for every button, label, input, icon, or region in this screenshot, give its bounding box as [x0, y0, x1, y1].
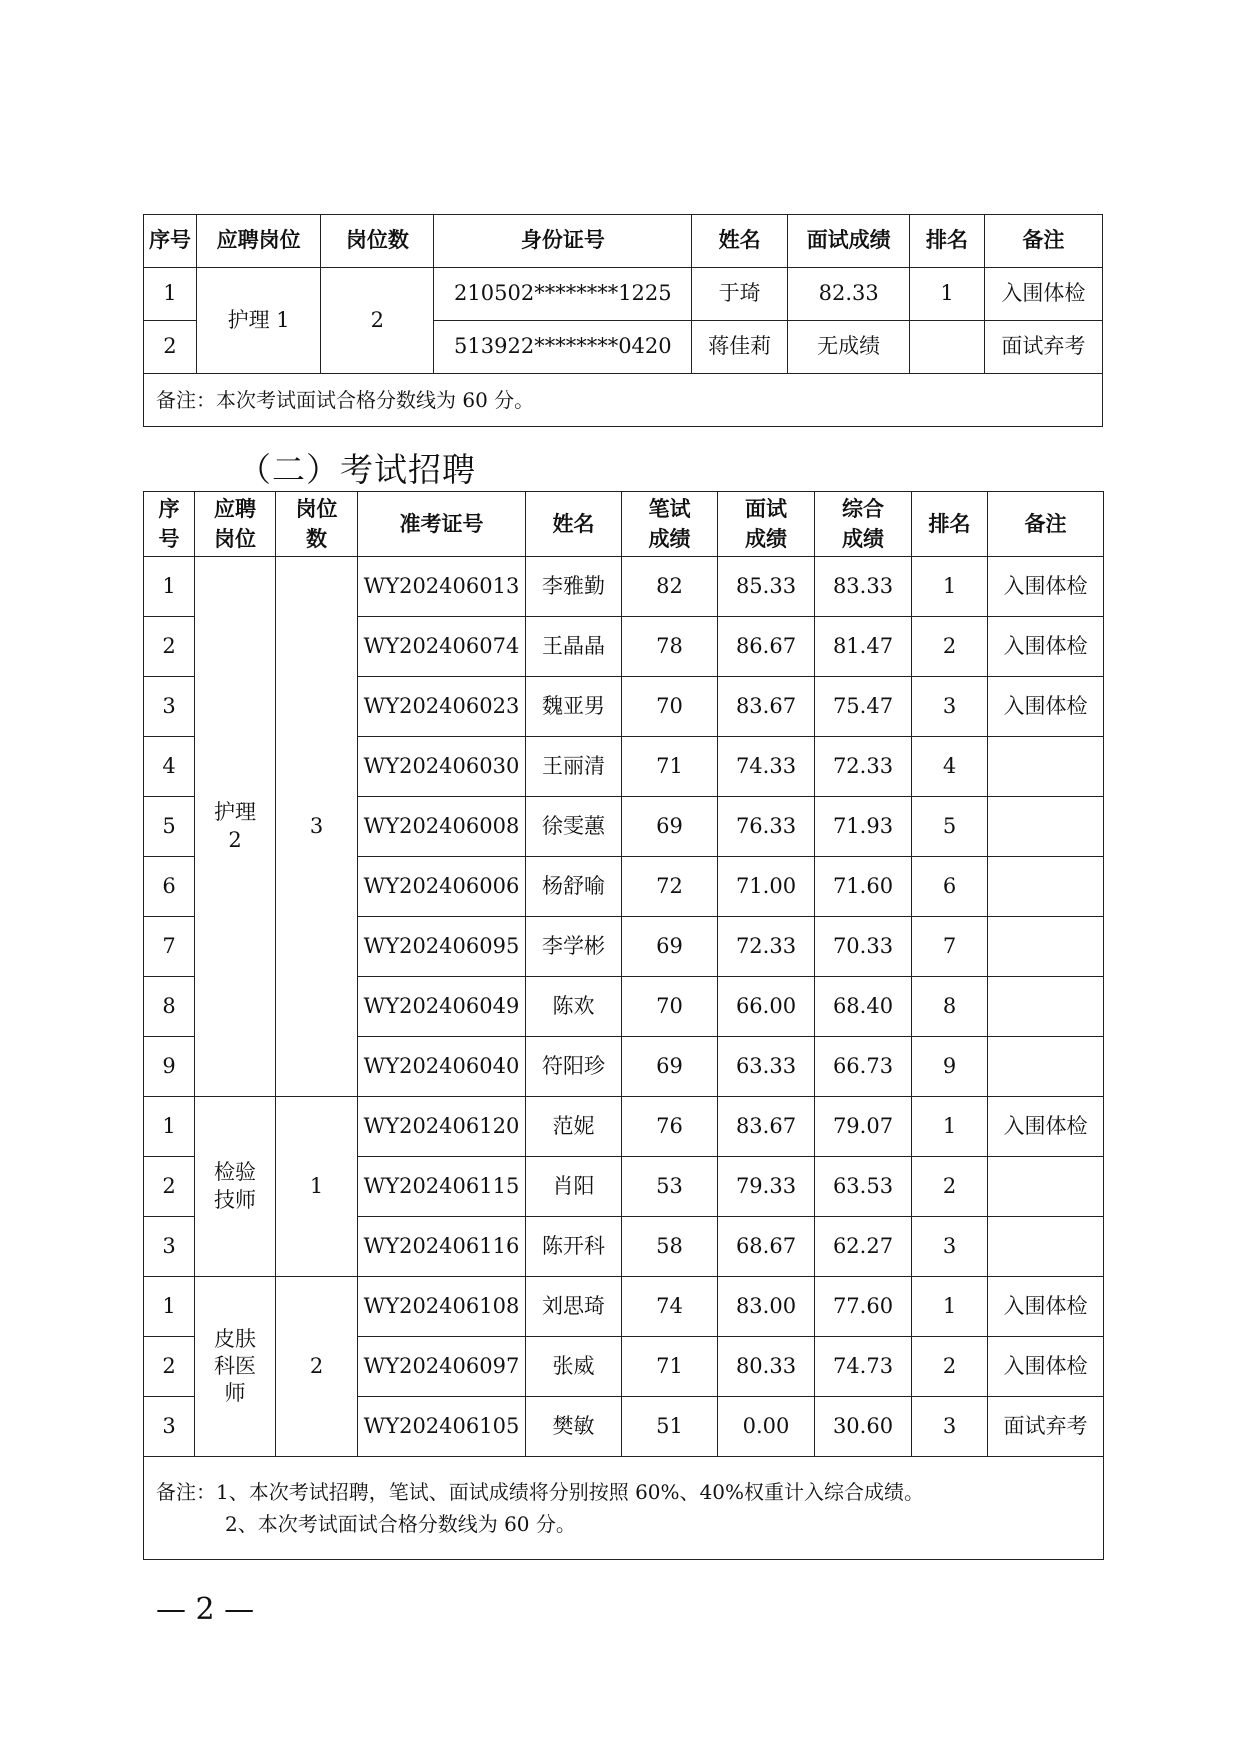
header-total-score [815, 492, 912, 557]
cell-remark [988, 737, 1104, 797]
cell-remark [988, 857, 1104, 917]
cell-interview-score: 79.33 [718, 1157, 815, 1217]
cell-written-score: 71 [622, 737, 718, 797]
cell-interview-score: 71.00 [718, 857, 815, 917]
cell-no: 1 [144, 1097, 195, 1157]
cell-positions-count: 3 [276, 557, 358, 1097]
header-text: 成绩 [648, 527, 691, 551]
cell-remark [988, 1037, 1104, 1097]
cell-position: 护理 1 [196, 268, 320, 374]
cell-name: 张威 [526, 1337, 622, 1397]
cell-written-score: 69 [622, 797, 718, 857]
position-line: 科医 [214, 1353, 256, 1378]
header-ticket-number: 准考证号 [358, 492, 526, 557]
cell-no: 2 [144, 321, 197, 374]
cell-rank: 3 [912, 1397, 988, 1457]
cell-remark: 入围体检 [988, 1277, 1104, 1337]
cell-rank [910, 321, 984, 374]
header-name: 姓名 [526, 492, 622, 557]
header-text: 应聘 [214, 496, 256, 521]
cell-name: 魏亚男 [526, 677, 622, 737]
cell-no: 2 [144, 1157, 195, 1217]
cell-name: 于琦 [692, 268, 788, 321]
cell-rank: 3 [912, 1217, 988, 1277]
cell-name: 刘思琦 [526, 1277, 622, 1337]
cell-ticket-number: WY202406049 [358, 977, 526, 1037]
position-line: 检验 [214, 1160, 256, 1185]
cell-written-score: 82 [622, 557, 718, 617]
header-interview-score [718, 492, 815, 557]
cell-total-score: 75.47 [815, 677, 912, 737]
cell-name: 陈欢 [526, 977, 622, 1037]
table-row [144, 1277, 1104, 1337]
cell-rank: 8 [912, 977, 988, 1037]
cell-rank: 7 [912, 917, 988, 977]
position-line: 师 [224, 1381, 246, 1406]
cell-no: 1 [144, 557, 195, 617]
cell-id-number: 210502********1225 [434, 268, 692, 321]
cell-position [195, 1277, 276, 1457]
header-text: 成绩 [842, 527, 884, 551]
cell-total-score: 77.60 [815, 1277, 912, 1337]
cell-remark: 入围体检 [988, 617, 1104, 677]
cell-total-score: 74.73 [815, 1337, 912, 1397]
cell-rank: 4 [912, 737, 988, 797]
cell-name: 李学彬 [526, 917, 622, 977]
cell-written-score: 71 [622, 1337, 718, 1397]
cell-rank: 6 [912, 857, 988, 917]
cell-remark: 入围体检 [988, 557, 1104, 617]
cell-written-score: 53 [622, 1157, 718, 1217]
cell-name: 符阳珍 [526, 1037, 622, 1097]
cell-interview-score: 74.33 [718, 737, 815, 797]
cell-rank: 1 [912, 557, 988, 617]
cell-no: 2 [144, 617, 195, 677]
cell-total-score: 83.33 [815, 557, 912, 617]
cell-rank: 9 [912, 1037, 988, 1097]
header-no: 序号 [144, 215, 197, 268]
cell-written-score: 58 [622, 1217, 718, 1277]
position-line: 皮肤 [214, 1326, 256, 1351]
cell-name: 徐雯蕙 [526, 797, 622, 857]
cell-name: 樊敏 [526, 1397, 622, 1457]
cell-rank: 2 [912, 617, 988, 677]
cell-ticket-number: WY202406023 [358, 677, 526, 737]
cell-remark [988, 797, 1104, 857]
header-text: 综合 [842, 496, 884, 521]
cell-interview-score: 82.33 [788, 268, 910, 321]
header-text: 岗位 [214, 527, 256, 551]
cell-no: 1 [144, 1277, 195, 1337]
header-text: 序 [158, 496, 180, 521]
table-note-row [144, 1457, 1104, 1560]
table-note: 备注：本次考试面试合格分数线为 60 分。 [144, 374, 1103, 427]
cell-position [195, 1097, 276, 1277]
cell-ticket-number: WY202406013 [358, 557, 526, 617]
table-header-row [144, 492, 1104, 557]
position-line: 技师 [214, 1187, 256, 1212]
header-text: 成绩 [745, 527, 787, 551]
cell-no: 2 [144, 1337, 195, 1397]
cell-total-score: 63.53 [815, 1157, 912, 1217]
cell-no: 3 [144, 677, 195, 737]
cell-positions-count: 2 [321, 268, 434, 374]
cell-total-score: 66.73 [815, 1037, 912, 1097]
note-line: 2、本次考试面试合格分数线为 60 分。 [225, 1512, 576, 1536]
cell-no: 4 [144, 737, 195, 797]
cell-interview-score: 72.33 [718, 917, 815, 977]
cell-written-score: 76 [622, 1097, 718, 1157]
cell-interview-score: 85.33 [718, 557, 815, 617]
cell-ticket-number: WY202406116 [358, 1217, 526, 1277]
cell-written-score: 74 [622, 1277, 718, 1337]
cell-total-score: 71.93 [815, 797, 912, 857]
cell-ticket-number: WY202406115 [358, 1157, 526, 1217]
header-positions-count: 岗位数 [321, 215, 434, 268]
cell-no: 7 [144, 917, 195, 977]
cell-remark: 入围体检 [988, 677, 1104, 737]
cell-interview-score: 80.33 [718, 1337, 815, 1397]
cell-written-score: 78 [622, 617, 718, 677]
cell-ticket-number: WY202406074 [358, 617, 526, 677]
header-text: 号 [158, 527, 180, 551]
cell-no: 9 [144, 1037, 195, 1097]
cell-ticket-number: WY202406006 [358, 857, 526, 917]
cell-no: 6 [144, 857, 195, 917]
cell-name: 蒋佳莉 [692, 321, 788, 374]
page-number: — 2 — [156, 1592, 255, 1627]
cell-ticket-number: WY202406097 [358, 1337, 526, 1397]
cell-position [195, 557, 276, 1097]
table-row [144, 268, 1103, 321]
cell-ticket-number: WY202406030 [358, 737, 526, 797]
cell-interview-score: 76.33 [718, 797, 815, 857]
cell-ticket-number: WY202406095 [358, 917, 526, 977]
cell-interview-score: 83.00 [718, 1277, 815, 1337]
table-header-row [144, 215, 1103, 268]
header-id-number: 身份证号 [434, 215, 692, 268]
cell-interview-score: 0.00 [718, 1397, 815, 1457]
header-text: 数 [306, 527, 327, 551]
header-remark: 备注 [988, 492, 1104, 557]
position-line: 护理 [214, 800, 256, 825]
cell-remark [988, 1217, 1104, 1277]
cell-ticket-number: WY202406105 [358, 1397, 526, 1457]
cell-name: 李雅勤 [526, 557, 622, 617]
cell-total-score: 71.60 [815, 857, 912, 917]
cell-positions-count: 1 [276, 1097, 358, 1277]
cell-name: 王晶晶 [526, 617, 622, 677]
table-row [144, 1097, 1104, 1157]
cell-total-score: 79.07 [815, 1097, 912, 1157]
cell-remark [988, 977, 1104, 1037]
cell-interview-score: 63.33 [718, 1037, 815, 1097]
cell-rank: 1 [912, 1277, 988, 1337]
cell-ticket-number: WY202406008 [358, 797, 526, 857]
cell-interview-score: 66.00 [718, 977, 815, 1037]
cell-rank: 3 [912, 677, 988, 737]
cell-no: 5 [144, 797, 195, 857]
header-rank: 排名 [912, 492, 988, 557]
section-heading: （二）考试招聘 [238, 450, 476, 489]
cell-remark: 面试弃考 [988, 1397, 1104, 1457]
cell-positions-count: 2 [276, 1277, 358, 1457]
cell-written-score: 70 [622, 977, 718, 1037]
position-line: 2 [228, 827, 242, 852]
header-remark: 备注 [984, 215, 1102, 268]
header-rank: 排名 [910, 215, 984, 268]
cell-remark: 入围体检 [984, 268, 1102, 321]
cell-no: 8 [144, 977, 195, 1037]
cell-rank: 1 [910, 268, 984, 321]
cell-interview-score: 无成绩 [788, 321, 910, 374]
header-no [144, 492, 195, 557]
table-row [144, 557, 1104, 617]
cell-remark: 面试弃考 [984, 321, 1102, 374]
note-line: 备注：1、本次考试招聘，笔试、面试成绩将分别按照 60%、40%权重计入综合成绩。 [156, 1480, 924, 1504]
cell-rank: 2 [912, 1157, 988, 1217]
table-note-row [144, 374, 1103, 427]
cell-name: 杨舒喻 [526, 857, 622, 917]
cell-total-score: 81.47 [815, 617, 912, 677]
cell-rank: 1 [912, 1097, 988, 1157]
cell-total-score: 62.27 [815, 1217, 912, 1277]
cell-no: 1 [144, 268, 197, 321]
cell-name: 范妮 [526, 1097, 622, 1157]
cell-remark [988, 917, 1104, 977]
cell-name: 肖阳 [526, 1157, 622, 1217]
cell-remark [988, 1157, 1104, 1217]
exam-recruitment-table [143, 491, 1104, 1560]
cell-ticket-number: WY202406120 [358, 1097, 526, 1157]
cell-ticket-number: WY202406040 [358, 1037, 526, 1097]
cell-written-score: 69 [622, 1037, 718, 1097]
cell-no: 3 [144, 1397, 195, 1457]
cell-written-score: 70 [622, 677, 718, 737]
header-positions-count [276, 492, 358, 557]
cell-total-score: 70.33 [815, 917, 912, 977]
table-body [144, 557, 1104, 1457]
header-text: 笔试 [648, 496, 691, 521]
header-name: 姓名 [692, 215, 788, 268]
cell-name: 陈开科 [526, 1217, 622, 1277]
table-note [144, 1457, 1104, 1560]
header-text: 面试 [745, 496, 787, 521]
cell-interview-score: 86.67 [718, 617, 815, 677]
header-written-score [622, 492, 718, 557]
cell-written-score: 51 [622, 1397, 718, 1457]
header-position [195, 492, 276, 557]
header-interview-score: 面试成绩 [788, 215, 910, 268]
cell-remark: 入围体检 [988, 1097, 1104, 1157]
cell-written-score: 72 [622, 857, 718, 917]
cell-total-score: 30.60 [815, 1397, 912, 1457]
cell-total-score: 68.40 [815, 977, 912, 1037]
cell-interview-score: 68.67 [718, 1217, 815, 1277]
header-text: 岗位 [295, 496, 338, 521]
cell-total-score: 72.33 [815, 737, 912, 797]
cell-rank: 5 [912, 797, 988, 857]
cell-name: 王丽清 [526, 737, 622, 797]
cell-remark: 入围体检 [988, 1337, 1104, 1397]
cell-ticket-number: WY202406108 [358, 1277, 526, 1337]
interview-results-table [143, 214, 1103, 427]
cell-no: 3 [144, 1217, 195, 1277]
cell-rank: 2 [912, 1337, 988, 1397]
cell-interview-score: 83.67 [718, 677, 815, 737]
cell-interview-score: 83.67 [718, 1097, 815, 1157]
header-position: 应聘岗位 [196, 215, 320, 268]
cell-id-number: 513922********0420 [434, 321, 692, 374]
cell-written-score: 69 [622, 917, 718, 977]
